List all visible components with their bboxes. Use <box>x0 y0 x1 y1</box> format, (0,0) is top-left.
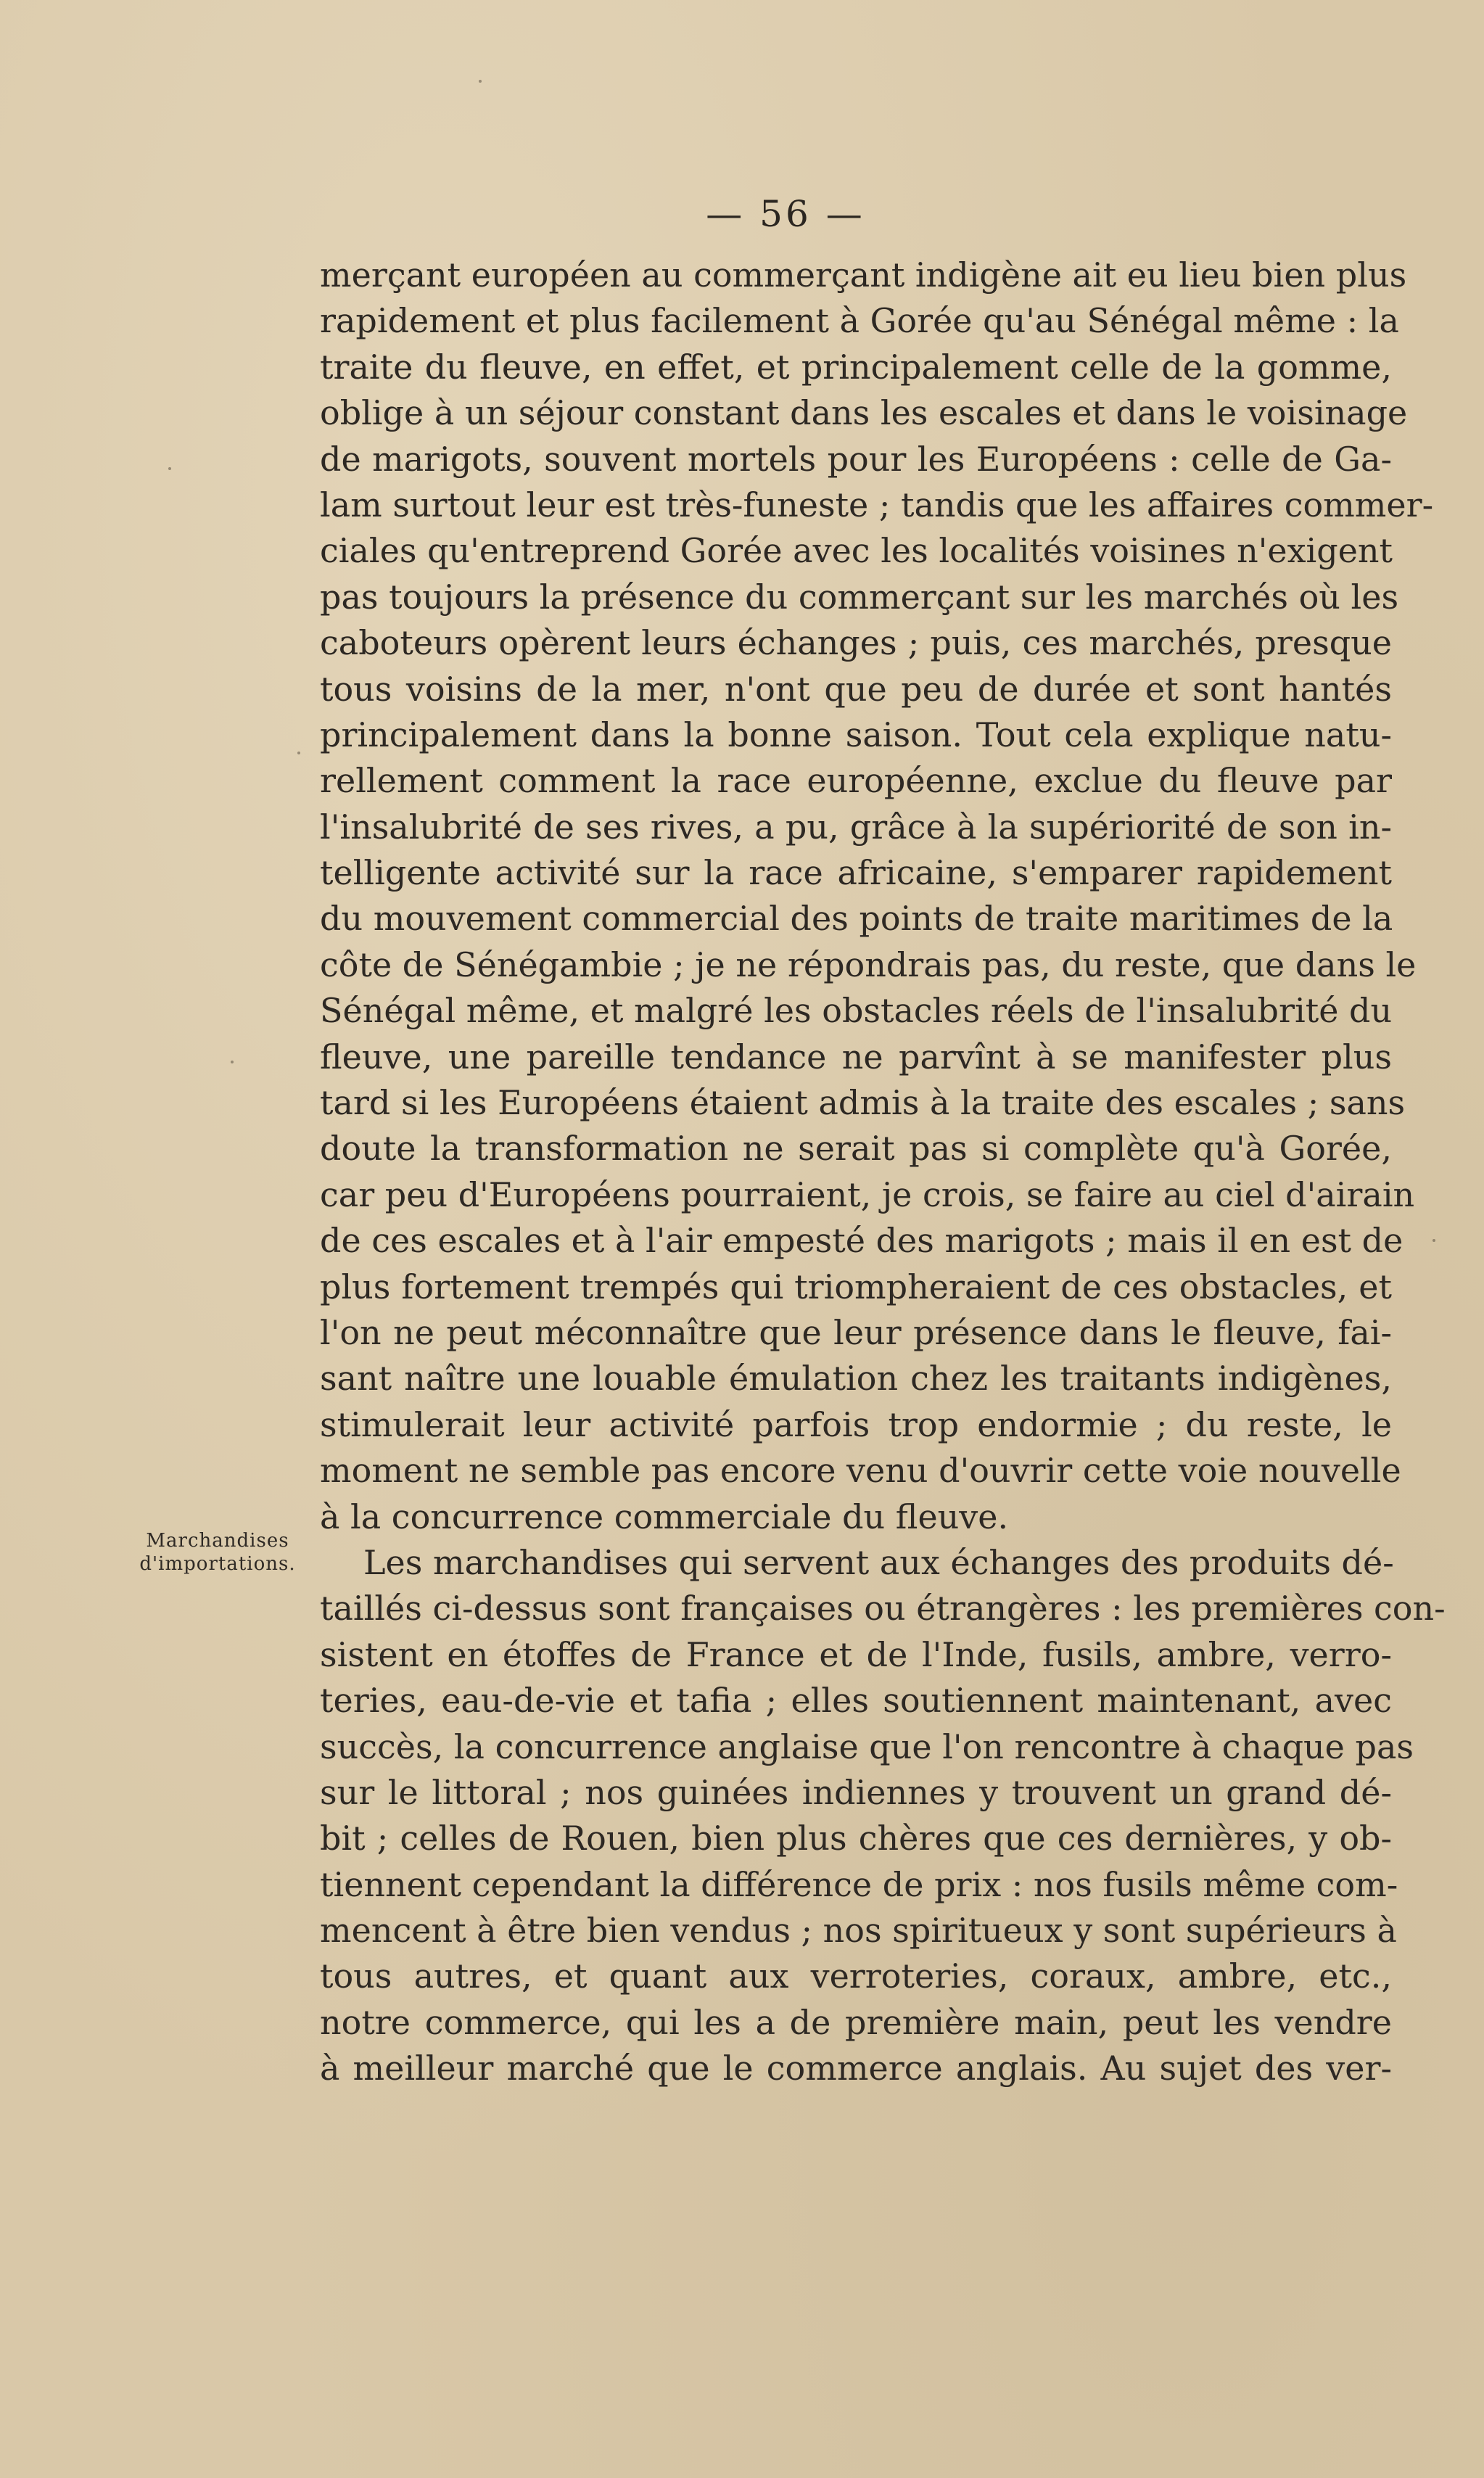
text-line: teries, eau-de-vie et tafia ; elles soutiennent maintenant, avec <box>320 1681 1392 1721</box>
text-line: plus fortement trempés qui triompheraient de ces obstacles, et <box>320 1267 1392 1306</box>
paper-speck <box>479 80 482 83</box>
paper-speck <box>168 467 171 470</box>
text-line: telligente activité sur la race africaine, s'emparer rapidement <box>320 853 1392 893</box>
text-line: sistent en étoffes de France et de l'Inde, fusils, ambre, verro- <box>320 1634 1392 1674</box>
paper-speck <box>1433 1239 1435 1242</box>
paper-speck <box>231 1061 234 1063</box>
text-line: de ces escales et à l'air empesté des marigots ; mais il en est de <box>320 1221 1403 1261</box>
text-line: à la concurrence commerciale du fleuve. <box>320 1497 1009 1536</box>
text-line: l'insalubrité de ses rives, a pu, grâce à la supériorité de son in- <box>320 807 1392 847</box>
body-text <box>320 252 1446 2092</box>
text-line: principalement dans la bonne saison. Tout cela explique natu- <box>320 715 1392 754</box>
text-line: rapidement et plus facilement à Gorée qu'au Sénégal même : la <box>320 301 1399 341</box>
text-line: mencent à être bien vendus ; nos spiritueux y sont supérieurs à <box>320 1911 1397 1951</box>
text-line: ciales qu'entreprend Gorée avec les localités voisines n'exigent <box>320 531 1393 571</box>
text-line: sur le littoral ; nos guinées indiennes y trouvent un grand dé- <box>320 1772 1392 1812</box>
text-line: de marigots, souvent mortels pour les Européens : celle de Ga- <box>320 439 1392 479</box>
text-line: tous autres, et quant aux verroteries, coraux, ambre, etc., <box>320 1956 1392 1996</box>
text-line: à meilleur marché que le commerce anglais. Au sujet des ver- <box>320 2049 1392 2088</box>
paper-speck <box>297 752 300 754</box>
text-line: oblige à un séjour constant dans les escales et dans le voisinage <box>320 393 1408 433</box>
text-line: car peu d'Européens pourraient, je crois, se faire au ciel d'airain <box>320 1174 1415 1214</box>
text-line: l'on ne peut méconnaître que leur présence dans le fleuve, fai- <box>320 1312 1392 1352</box>
text-line: pas toujours la présence du commerçant sur les marchés où les <box>320 577 1399 617</box>
text-line: bit ; celles de Rouen, bien plus chères que ces dernières, y ob- <box>320 1819 1392 1858</box>
text-line: fleuve, une pareille tendance ne parvînt à se manifester plus <box>320 1037 1392 1077</box>
page-number: — 56 — <box>706 193 865 235</box>
text-line: sant naître une louable émulation chez les traitants indigènes, <box>320 1359 1392 1399</box>
text-line: rellement comment la race européenne, exclue du fleuve par <box>320 761 1392 801</box>
text-line: notre commerce, qui les a de première main, peut les vendre <box>320 2002 1392 2042</box>
text-line: moment ne semble pas encore venu d'ouvrir cette voie nouvelle <box>320 1451 1401 1491</box>
text-line: traite du fleuve, en effet, et principalement celle de la gomme, <box>320 347 1392 387</box>
text-line: taillés ci-dessus sont françaises ou étrangères : les premières con- <box>320 1589 1446 1629</box>
text-line: lam surtout leur est très-funeste ; tandis que les affaires commer- <box>320 485 1434 524</box>
text-line: Les marchandises qui servent aux échanges des produits dé- <box>363 1542 1394 1582</box>
margin-note <box>131 1529 305 1576</box>
text-line: doute la transformation ne serait pas si complète qu'à Gorée, <box>320 1129 1392 1169</box>
text-line: tard si les Européens étaient admis à la traite des escales ; sans <box>320 1083 1406 1123</box>
text-line: succès, la concurrence anglaise que l'on rencontre à chaque pas <box>320 1726 1414 1766</box>
margin-note-line: d'importations. <box>139 1553 296 1575</box>
text-line: du mouvement commercial des points de traite maritimes de la <box>320 899 1393 939</box>
text-line: tous voisins de la mer, n'ont que peu de durée et sont hantés <box>320 669 1392 709</box>
margin-note-line: Marchandises <box>146 1530 289 1552</box>
text-line: merçant européen au commerçant indigène ait eu lieu bien plus <box>320 255 1407 295</box>
text-line: tiennent cependant la différence de prix : nos fusils même com- <box>320 1864 1398 1904</box>
text-line: Sénégal même, et malgré les obstacles réels de l'insalubrité du <box>320 991 1393 1031</box>
text-line: caboteurs opèrent leurs échanges ; puis, ces marchés, presque <box>320 623 1392 663</box>
text-line: stimulerait leur activité parfois trop endormie ; du reste, le <box>320 1404 1392 1444</box>
text-line: côte de Sénégambie ; je ne répondrais pas, du reste, que dans le <box>320 944 1417 984</box>
